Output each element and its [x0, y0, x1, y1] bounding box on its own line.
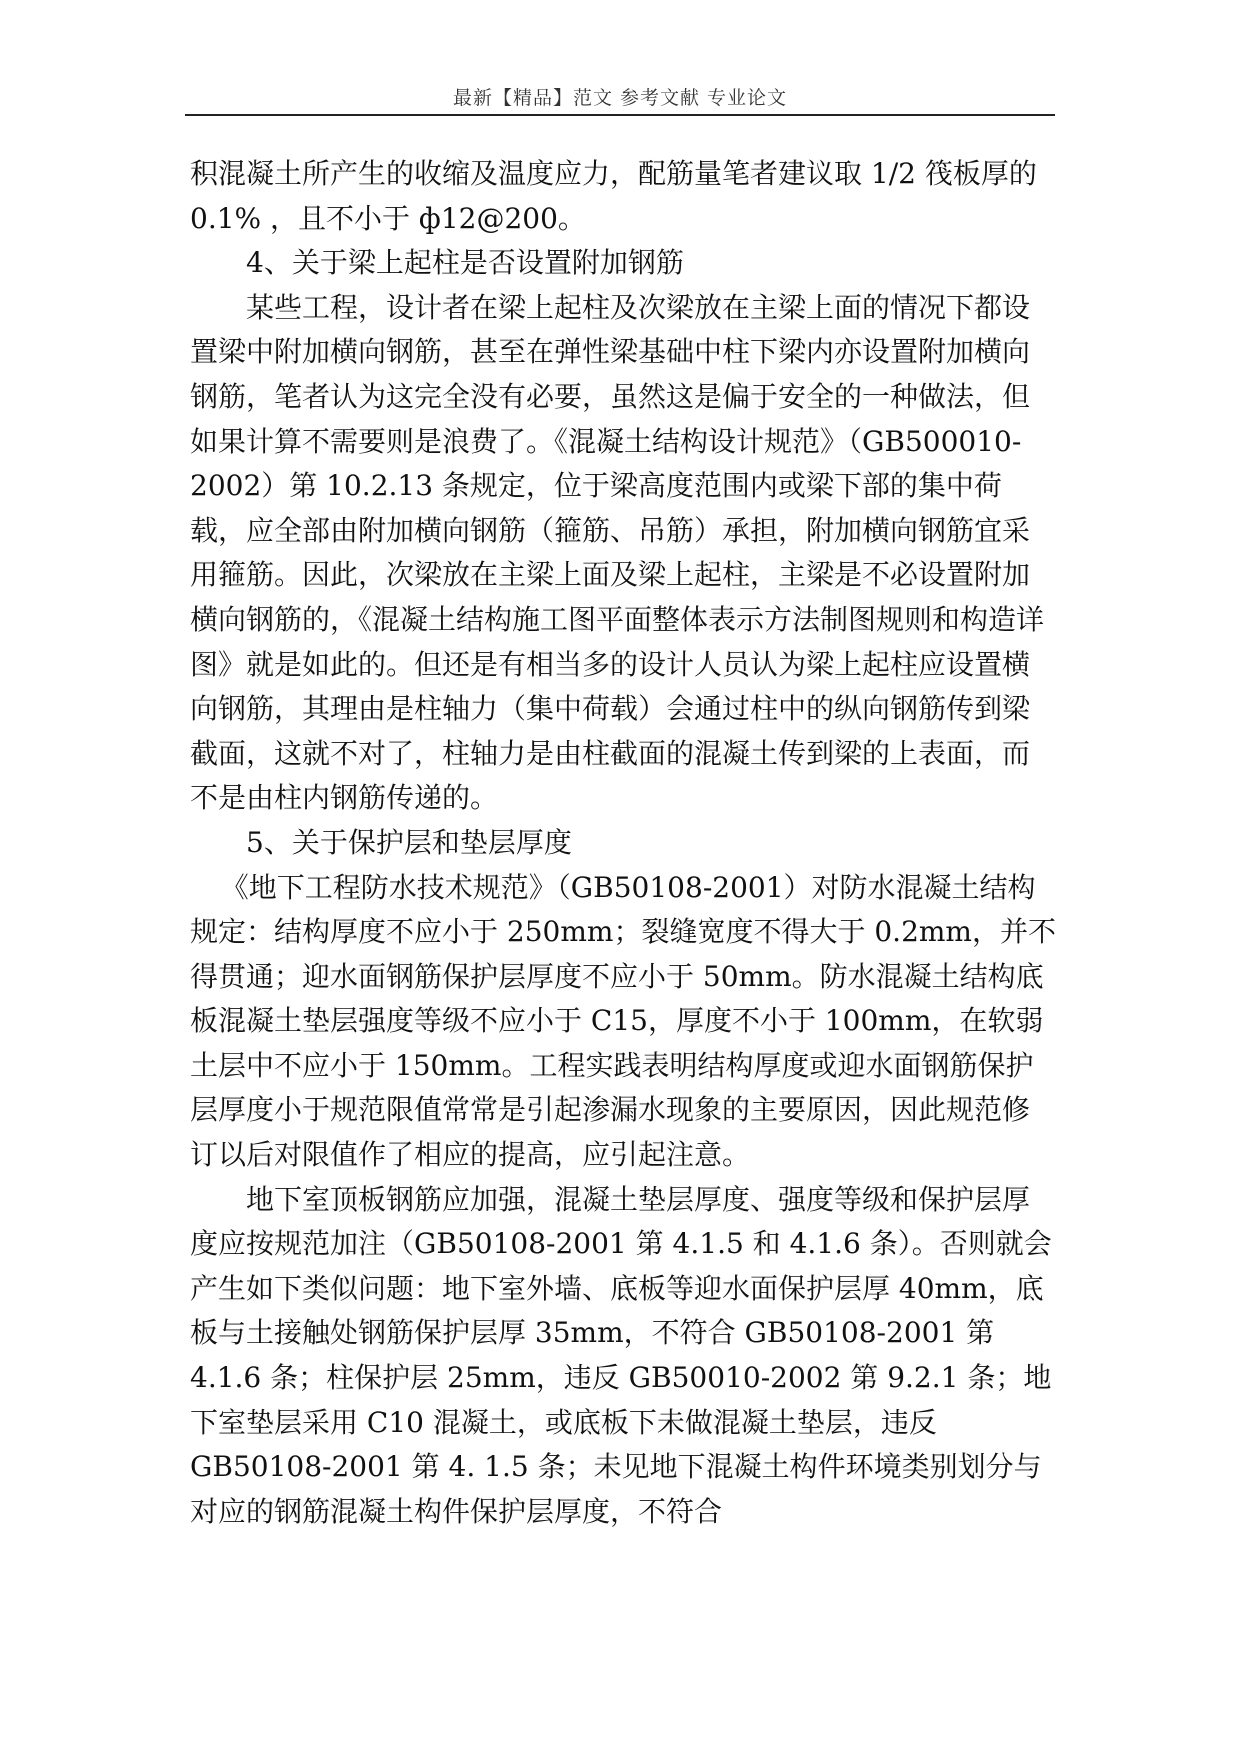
paragraph-waterproof-spec: 《地下工程防水技术规范》（GB50108-2001）对防水混凝土结构规定：结构厚度不应小于 250mm；裂缝宽度不得大于 0.2mm，并不得贯通；迎水面钢筋保护层厚度不应小于 50mm。防水混凝土结构底板混凝土垫层强度等级不应小于 C15，厚度不小于 100mm，在软弱土层中不应小于 150mm。工程实践表明结构厚度或迎水面钢筋保护层厚度小于规范限值常常是引起渗漏水现象的主要原因，因此规范修订以后对限值作了相应的提高，应引起注意。: [190, 870, 1056, 1172]
section-heading-5: 5、关于保护层和垫层厚度: [246, 825, 572, 859]
paragraph-beam-column: 某些工程，设计者在梁上起柱及次梁放在主梁上面的情况下都设置梁中附加横向钢筋，甚至在弹性梁基础中柱下梁内亦设置附加横向钢筋，笔者认为这完全没有必要，虽然这是偏于安全的一种做法，但如果计算不需要则是浪费了。《混凝土结构设计规范》（GB500010-2002）第 10.2.13 条规定，位于梁高度范围内或梁下部的集中荷载，应全部由附加横向钢筋（箍筋、吊筋）承担，附加横向钢筋宜采用箍筋。因此，次梁放在主梁上面及梁上起柱，主梁是不必设置附加横向钢筋的，《混凝土结构施工图平面整体表示方法制图规则和构造详图》就是如此的。但还是有相当多的设计人员认为梁上起柱应设置横向钢筋，其理由是柱轴力（集中荷载）会通过柱中的纵向钢筋传到梁截面，这就不对了，柱轴力是由柱截面的混凝土传到梁的上表面，而不是由柱内钢筋传递的。: [190, 290, 1045, 815]
document-body: [190, 152, 1056, 1534]
section-heading-4: 4、关于梁上起柱是否设置附加钢筋: [246, 246, 684, 280]
paragraph-continuation: 积混凝土所产生的收缩及温度应力，配筋量笔者建议取 1/2 筏板厚的 0.1% ，且不小于 ф12@200。: [190, 157, 1037, 235]
page-header: 最新【精品】范文 参考文献 专业论文: [185, 84, 1055, 116]
paragraph-basement-slab: 地下室顶板钢筋应加强，混凝土垫层厚度、强度等级和保护层厚度应按规范加注（GB50108-2001 第 4.1.5 和 4.1.6 条）。否则就会产生如下类似问题：地下室外墙、底板等迎水面保护层厚 40mm，底板与土接触处钢筋保护层厚 35mm，不符合 GB50108-2001 第 4.1.6 条；柱保护层 25mm，违反 GB50010-2002 第 9.2.1 条；地下室垫层采用 C10 混凝土，或底板下未做混凝土垫层，违反 GB50108-2001 第 4. 1.5 条；未见地下混凝土构件环境类别划分与对应的钢筋混凝土构件保护层厚度，不符合: [190, 1182, 1052, 1528]
